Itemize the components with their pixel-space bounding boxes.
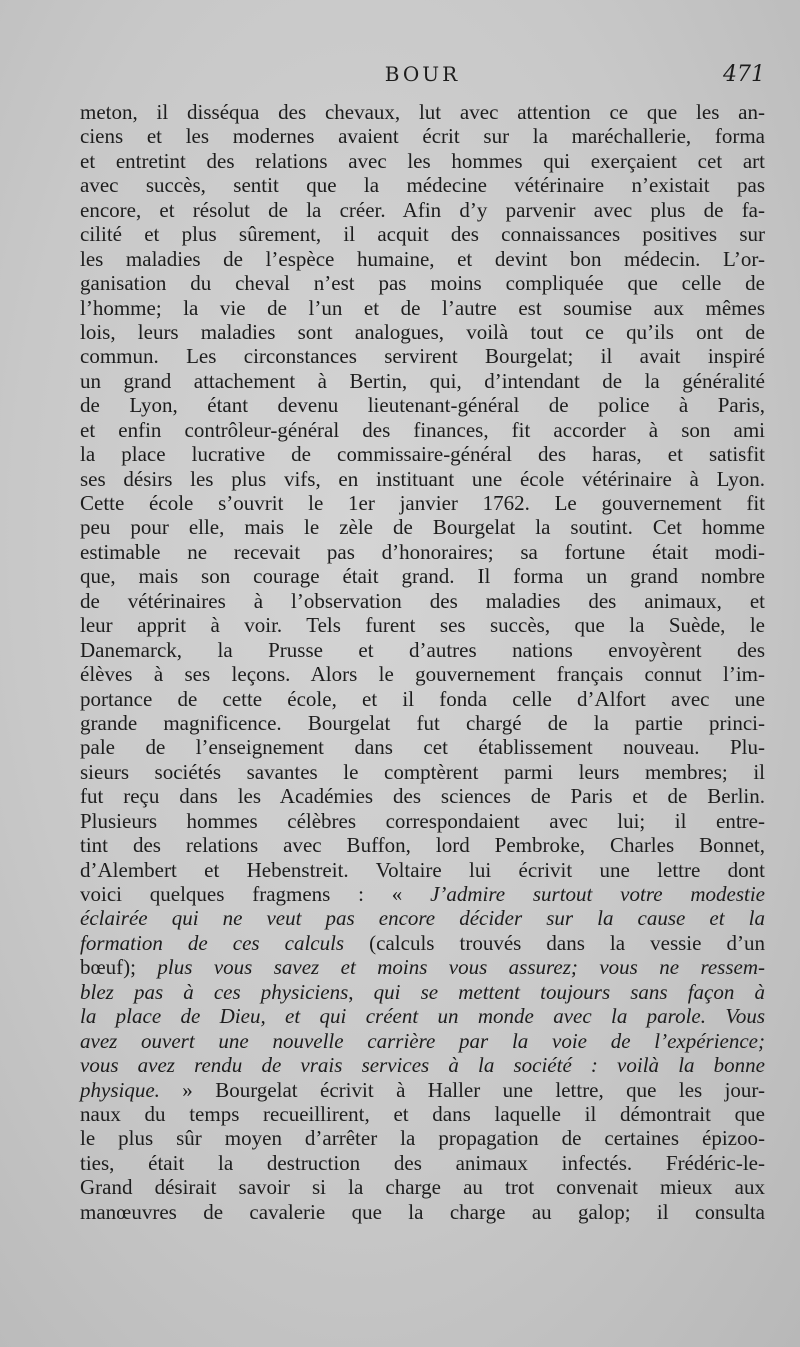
text-line — [80, 589, 765, 613]
text-line — [80, 1175, 765, 1199]
text-segment: d’Alembert et Hebenstreit. Voltaire lui écrivit une lettre dont — [80, 857, 765, 882]
text-segment: , — [348, 979, 374, 1004]
text-line — [80, 1151, 765, 1175]
italic-segment: la place de Dieu, et qui créent un monde avec la parole. Vous — [80, 1004, 765, 1029]
text-segment: et enfin contrôleur-général des finances, fit accorder à son ami — [80, 417, 765, 442]
text-line — [80, 760, 765, 784]
text-segment: avec succès, sentit que la médecine vétérinaire n’existait pas — [80, 173, 765, 198]
text-line — [80, 271, 765, 295]
text-segment: » Bourgelat écrivit à Haller une lettre, que les jour- — [159, 1077, 765, 1102]
text-line — [80, 735, 765, 759]
text-segment: l’homme; la vie de l’un et de l’autre est soumise aux mêmes — [80, 295, 765, 320]
body-text — [80, 100, 765, 1224]
text-line — [80, 711, 765, 735]
text-segment: lois, leurs maladies sont analogues, voilà tout ce qu’ils ont de — [80, 319, 765, 344]
text-segment: portance de cette école, et il fonda celle d’Alfort avec une — [80, 686, 765, 711]
text-line — [80, 418, 765, 442]
text-segment: et entretint des relations avec les hommes qui exerçaient cet art — [80, 148, 765, 173]
text-line — [80, 564, 765, 588]
text-segment: ciens et les modernes avaient écrit sur la maréchallerie, forma — [80, 124, 765, 149]
text-line — [80, 662, 765, 686]
text-line — [80, 222, 765, 246]
text-line — [80, 149, 765, 173]
text-line — [80, 296, 765, 320]
text-line — [80, 1102, 765, 1126]
text-segment: voici quelques fragmens : « — [80, 882, 431, 906]
text-segment: (calculs trouvés dans la vessie d’un — [344, 930, 765, 955]
text-segment: Danemarck, la Prusse et d’autres nations envoyèrent des — [80, 637, 765, 662]
text-segment: Cette école s’ouvrit le 1er janvier 1762. Le gouvernement fit — [80, 491, 765, 515]
text-segment: les maladies de l’espèce humaine, et devint bon médecin. L’or- — [80, 246, 765, 271]
text-segment: cilité et plus sûrement, il acquit des connaissances positives sur — [80, 222, 765, 247]
text-line — [80, 369, 765, 393]
text-segment: grande magnificence. Bourgelat fut chargé de la partie princi- — [80, 710, 765, 735]
italic-segment: vous avez rendu de vrais services à la société : voilà la bonne — [80, 1053, 765, 1078]
text-segment: pale de l’enseignement dans cet établissement nouveau. Plu- — [80, 735, 765, 760]
text-line — [80, 540, 765, 564]
text-line — [80, 687, 765, 711]
text-segment: Plusieurs hommes célèbres correspondaient avec lui; il entre- — [80, 808, 765, 833]
text-line — [80, 491, 765, 515]
italic-segment: physique. — [80, 1077, 160, 1102]
page-header — [80, 62, 765, 98]
text-line — [80, 100, 765, 124]
text-segment: ties, était la destruction des animaux infectés. Frédéric-le- — [80, 1150, 765, 1175]
text-line — [80, 858, 765, 882]
text-segment: sieurs sociétés savantes le comptèrent parmi leurs membres; il — [80, 759, 765, 784]
text-segment: ses désirs les plus vifs, en instituant une école vétérinaire à Lyon. — [80, 466, 765, 491]
text-segment: estimable ne recevait pas d’honoraires; sa fortune était modi- — [80, 539, 765, 564]
italic-segment: formation de ces calculs — [80, 930, 345, 955]
text-segment: bœuf); — [80, 955, 158, 980]
text-segment: que, mais son courage était grand. Il forma un grand nombre — [80, 564, 765, 589]
text-line — [80, 980, 765, 1004]
running-head: BOUR — [384, 62, 461, 86]
text-segment: la place lucrative de commissaire-général des haras, et satisfit — [80, 442, 765, 467]
text-line — [80, 955, 765, 979]
text-line — [80, 124, 765, 148]
text-segment: Grand désirait savoir si la charge au trot convenait mieux aux — [80, 1175, 765, 1200]
text-line — [80, 344, 765, 368]
text-segment: de vétérinaires à l’observation des maladies des animaux, et — [80, 588, 765, 613]
italic-segment: J’admire surtout votre modestie — [430, 882, 765, 906]
italic-segment: blez pas à ces physiciens — [80, 979, 349, 1004]
italic-segment: qui se mettent toujours sans façon à — [373, 979, 765, 1004]
text-line — [80, 882, 765, 906]
italic-segment: avez ouvert une nouvelle carrière par la voie de l’expérience; — [80, 1028, 765, 1053]
text-segment: peu pour elle, mais le zèle de Bourgelat la soutint. Cet homme — [80, 515, 765, 540]
text-line — [80, 638, 765, 662]
text-line — [80, 1029, 765, 1053]
text-line — [80, 1126, 765, 1150]
text-segment: commun. Les circonstances servirent Bourgelat; il avait inspiré — [80, 344, 765, 369]
text-line — [80, 613, 765, 637]
text-segment: meton, il disséqua des chevaux, lut avec attention ce que les an- — [80, 100, 765, 124]
text-segment: leur apprit à voir. Tels furent ses succès, que la Suède, le — [80, 613, 765, 638]
text-segment: fut reçu dans les Académies des sciences de Paris et de Berlin. — [80, 784, 765, 809]
text-line — [80, 442, 765, 466]
text-line — [80, 515, 765, 539]
italic-segment: plus vous savez et moins vous assurez; vous ne ressem- — [157, 955, 765, 980]
text-segment: le plus sûr moyen d’arrêter la propagation de certaines épizoo- — [80, 1126, 765, 1151]
text-line — [80, 1004, 765, 1028]
text-line — [80, 320, 765, 344]
text-line — [80, 809, 765, 833]
text-line — [80, 467, 765, 491]
text-line — [80, 173, 765, 197]
text-segment: tint des relations avec Buffon, lord Pembroke, Charles Bonnet, — [80, 833, 765, 858]
page-number: 471 — [723, 62, 765, 87]
text-line — [80, 784, 765, 808]
text-segment: naux du temps recueillirent, et dans laquelle il démontrait que — [80, 1101, 765, 1126]
text-segment: un grand attachement à Bertin, qui, d’intendant de la généralité — [80, 368, 765, 393]
text-line — [80, 247, 765, 271]
text-segment: de Lyon, étant devenu lieutenant-général de police à Paris, — [80, 393, 765, 418]
italic-segment: éclairée qui ne veut pas encore décider sur la cause et la — [80, 906, 765, 931]
text-line — [80, 1200, 765, 1224]
text-line — [80, 833, 765, 857]
text-line — [80, 931, 765, 955]
text-line — [80, 1078, 765, 1102]
text-line — [80, 906, 765, 930]
text-line — [80, 393, 765, 417]
text-segment: manœuvres de cavalerie que la charge au galop; il consulta — [80, 1199, 765, 1224]
text-line — [80, 1053, 765, 1077]
text-segment: encore, et résolut de la créer. Afin d’y parvenir avec plus de fa- — [80, 197, 765, 222]
text-segment: ganisation du cheval n’est pas moins compliquée que celle de — [80, 271, 765, 296]
text-line — [80, 198, 765, 222]
text-segment: élèves à ses leçons. Alors le gouvernement français connut l’im- — [80, 662, 765, 687]
